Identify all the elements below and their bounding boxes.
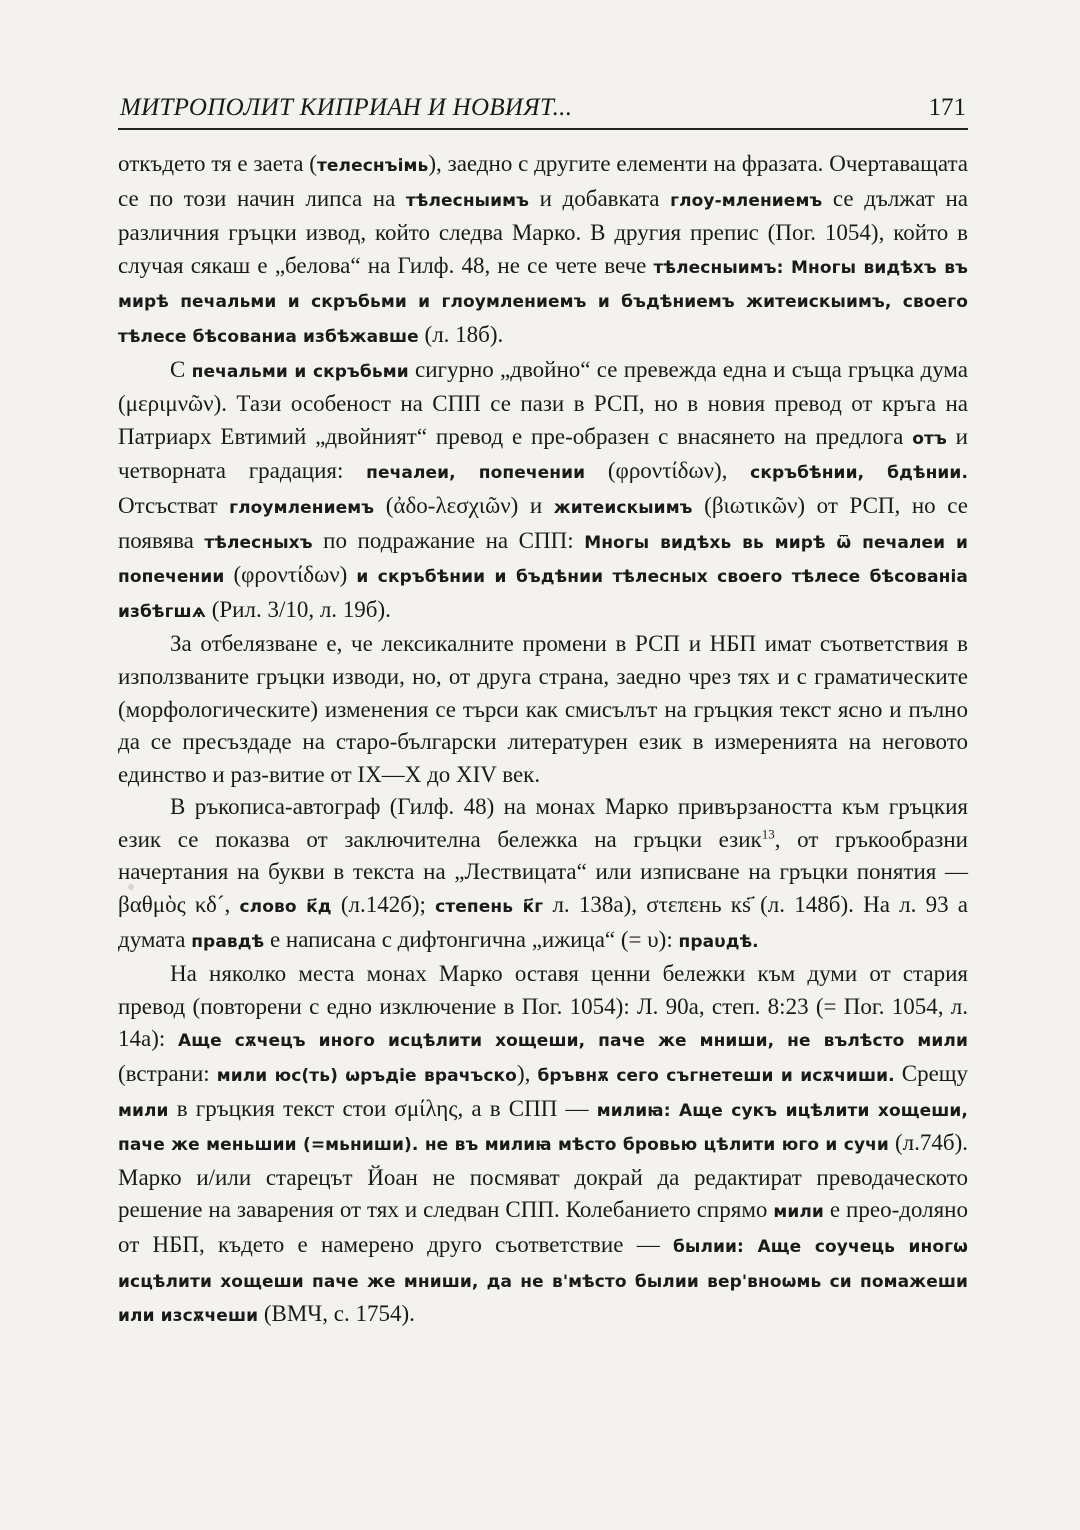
text-run: л. 138а), στεπεнь кѕ҃ (л. 148б). На л. 93 а думата	[118, 892, 968, 952]
church-slavonic-quote: печалеи, попечении	[366, 463, 586, 484]
text-run: (φροντίδων),	[585, 458, 751, 484]
text-run: откъдето тя е заета (	[118, 151, 317, 176]
church-slavonic-quote: житеискыимъ	[553, 497, 693, 518]
running-header	[118, 88, 968, 130]
text-run: ), заедно с другите елементи на фразата. Очертаващата се по този начин липса на	[118, 151, 968, 211]
church-slavonic-quote: тѣлесныимъ: Многы видѣхъ въ мирѣ печальми и скръбьми и глоумлениемъ и бъдѣниемъ житеискыимъ, своего тѣлесе бѣсованиа избѣжавше	[118, 257, 968, 347]
church-slavonic-quote: глоу-млениемъ	[670, 190, 823, 211]
text-run: В ръкописа-автограф (Гилф. 48) на монах Марко привързаността към гръцкия език се показва от заключителна бележка на гръцки език	[118, 794, 968, 852]
text-run: (ВМЧ, с. 1754).	[258, 1301, 415, 1327]
church-slavonic-quote: печальми и скръбьми	[191, 361, 409, 382]
text-run: и четворната градация:	[118, 423, 968, 484]
text-run: С	[170, 356, 192, 382]
text-run: (встрани:	[118, 1061, 217, 1087]
church-slavonic-quote: слово к҃д	[239, 897, 332, 918]
text-run: (л. 18б).	[418, 321, 504, 347]
church-slavonic-quote: Аще сѫчецъ иного исцѣлити хощеши, паче же мниши, не вълѣсто мили	[177, 1031, 968, 1052]
church-slavonic-quote: телеснъімь	[316, 156, 429, 176]
church-slavonic-quote: тѣлесныхъ	[204, 532, 313, 553]
church-slavonic-quote: степень к҃г	[435, 897, 544, 918]
text-run: сигурно „двойно“ се превежда една и съща гръцка дума (μεριμνῶν). Тази особеност на СПП се пази в РСП, но в новия превод от кръга на Патриарх Евтимий „двойният“ превод е пре-образен с внасянето на предлога	[118, 356, 969, 449]
paragraph-4	[118, 791, 968, 958]
paragraph-5	[118, 958, 968, 1333]
church-slavonic-quote: Многы видѣхь вь мирѣ ѿ печалеи и попечении	[118, 532, 968, 588]
church-slavonic-quote: милиꙗ: Аще сукъ ицѣлити хощеши, паче же меньшии (=мьниши). не въ милиꙗ мѣсто бровью цѣлити юго и сучи	[118, 1100, 968, 1156]
paragraph-3: За отбелязване е, че лексикалните промени в РСП и НБП имат съответствия в използваните гръцки изводи, но, от друга страна, заедно чрез тях и с граматическите (морфологическите) изменения се търси как смисълът на гръцкия текст ясно и пълно да се пресъздаде на старо-български литературен език в измеренията на неговото единство и раз-витие от IX—X до XIV век.	[118, 631, 968, 787]
page-number: 171	[928, 94, 966, 121]
church-slavonic-quote: и скръбѣнии и бъдѣнии тѣлесных своего тѣлесе бѣсованіа избѣгшѧ	[118, 567, 968, 622]
church-slavonic-quote: бръвнѫ сего съгнетеши и исѫчиши.	[537, 1066, 895, 1087]
paragraph-2	[118, 354, 968, 629]
text-run: ),	[516, 1061, 538, 1087]
text-run: На няколко места монах Марко оставя ценни бележки към думи от стария превод (повторени с едно изключение в Пог. 1054): Л. 90а, степ. 8:23 (= Пог. 1054, л. 14а):	[118, 961, 968, 1052]
text-run: (ἀδο-λεσχιῶν) и	[374, 492, 554, 518]
church-slavonic-quote: праυдѣ.	[678, 931, 759, 952]
text-run: (Рил. 3/10, л. 19б).	[205, 596, 391, 622]
text-run: Отсъстват	[118, 492, 230, 518]
text-run: се дължат на различния гръцки извод, който следва Марко. В другия препис (Пог. 1054), който в случая сякаш е „белова“ на Гилф. 48, не се чете вече	[118, 185, 968, 278]
text-run: е написана с дифтонгична „ижица“ (= υ):	[264, 926, 679, 952]
text-run: (л.142б);	[331, 892, 436, 918]
text-run: (βιωτικῶν) от РСП, но се появява	[118, 492, 968, 553]
footnote-ref: 13	[761, 826, 775, 842]
church-slavonic-quote: былии: Аще соучець иногѡ исцѣлити хощеши паче же мниши, да не в'мѣсто былии вер'вноѡмь си помажеши или изсѫчеши	[118, 1237, 968, 1327]
text-run: по подражание на СПП:	[312, 527, 585, 553]
text-run: (л.74б). Марко и/или старецът Йоан не посмяват докрай да редактират преводаческото решение на заварения от тях и следван СПП. Колебанието спрямо	[118, 1130, 968, 1223]
text-run: е прео-доляно от НБП, където е намерено друго съответствие —	[118, 1197, 968, 1257]
text-run: (φροντίδων)	[224, 562, 357, 588]
church-slavonic-quote: мили	[773, 1202, 824, 1223]
text-run: и добавката	[529, 185, 671, 211]
church-slavonic-quote: мили	[118, 1100, 169, 1121]
book-page	[118, 88, 968, 1508]
church-slavonic-quote: правдѣ	[191, 931, 265, 952]
church-slavonic-quote: скръбѣнии, бдѣнии.	[750, 463, 968, 484]
paragraph-1	[118, 148, 968, 354]
text-run: , от гръкообразни начертания на букви в текста на „Лествицата“ или изписване на гръцки понятия — βαθμὸς κδ´,	[118, 826, 968, 918]
church-slavonic-quote: тѣлесныимъ	[405, 190, 530, 211]
text-run: в гръцкия текст стои σμίλης, а в СПП —	[168, 1095, 597, 1121]
church-slavonic-quote: отъ	[912, 428, 947, 449]
text-run: Срещу	[894, 1061, 968, 1087]
body-text	[118, 148, 968, 1333]
church-slavonic-quote: глоумлениемъ	[229, 497, 375, 518]
running-title: МИТРОПОЛИТ КИПРИАН И НОВИЯТ...	[120, 94, 573, 121]
church-slavonic-quote: мили юс(ть) ѡръдіе врачъско	[216, 1066, 517, 1087]
